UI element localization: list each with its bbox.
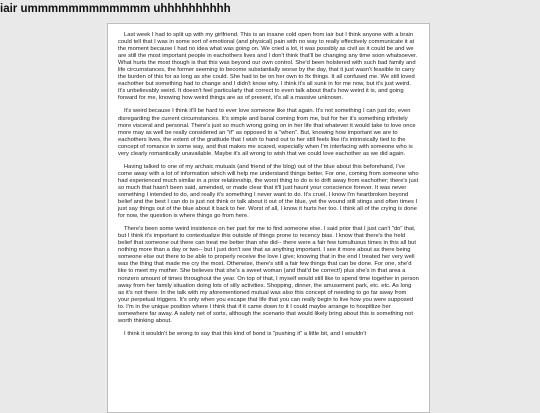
post-paragraph: It's weird because I think it'll be hard to ever love someone like that again. It's not something I can just do, even disregarding the current circumstances. It's simple and banal coming from me, but for her it's something infinitely more visceral and personal. There's just so much wrong going on in her life that whatever it would take to love once more may as well be really considered an "if" as opposed to a "when". But, knowing how important we are to eachothers lives, the extent of the gratitude that I wish to hand out to her still feels like it's intrinsically tied to the concept of romance in some way, and that makes me scared, especially when I'm interfacing with someone who is very clearly romantically unavailable. Maybe it's all wrong to wish that we could love eachother as we did again. xyxy=(118,108,416,157)
post-content xyxy=(107,23,430,413)
post-paragraph: Last week I had to split up with my girlfriend. This is an insane cold open from iair but I think anyone with a brain could tell that I was in some sort of emotional (and physical) pain with no way to really effectively communicate it at the moment because I had no idea what was going on. We cried a lot, it was possibly as civil as it could be and we are still the most important people in eachothers lives and I don't think that'll be changing any time soon whatsoever. What hurts the most though is that this was beyond our own control. She'd been holstered with such bad family and life circumstances, the former seeming to become substantially worse by the day, that it just wasn't feasible to carry the burden of this for as long as she could. She had to be on her own to fix things. It all confused me. We still loved eachother but something had to change and I didn't know why. I think it's all sunk in for me now, but it's just weird. It's unbelievably weird. It doesn't feel particularly that correct to even talk about that's how weird it is, and going forward for me, knowing how weird things are as of present, it's all a massive unknown. xyxy=(118,32,418,102)
post-paragraph: I think it wouldn't be wrong to say that this kind of bond is "pushing it" a little bit, and I wouldn't xyxy=(124,330,367,337)
post-paragraph: Having talked to one of my archaic mutuals (and friend of the blog) out of the blue about this beforehand, I've come away with a lot of information which will help me understand things better. For one, coming from someone who had experienced much similar in a prior relationship, the worst thing to do is to drift away from eachother; there's just so much that hasn't been said, amended, or made clear that it'll just haunt your conscience forever. It was never something I intended to do, and really it's something I never want to do. It's cruel. I know I'm heartbroken beyond belief and the best I can do is just not think or talk about it out of the blue, yet the wound still stings and often times I just say things out of the blue about it back to her. Worst of all, I know it hurts her too. I think all of the crying is done for now, the question is where things go from here. xyxy=(118,163,419,220)
post-paragraph: There's been some weird insistence on her part for me to find someone else. I said prior that I just can't "do" that, but I think it's important to contextualize this outside of things prone to recency bias. I know that there's the held belief that someone out there can treat me better than she did-- there were a fair few tumultuous times in this all but nothing more than a day or two-- but I just don't see that as anything important. I see it more about as there being someone else out there to be able to properly receive the love I give; knowing that in the end I treated her very well was the thing that made me cry the most. Otherwise, there's still a fair few things that can be done. For one, she'd like to meet my mother. She believes that she's a sweet woman (and that'd be correct!) plus she's in that area a nonzero amount of times throughout the year. On top of that, I myself would still like to spend time together in person away from her family situation doing lots of silly activities. Shopping, dinner, the amusement park, etc. etc. As long as it's not there. In the talk with my aforementioned mutual was also this concept of needing to go far away from your perpetual triggers. It's only when you escape that life that you can really begin to live how you were supposed to. I'm in the unique position where I think that if it came down to it I could maybe arrange to hospitlize her somewhere far away. A safety net of sorts, although the scenario that would likely bring about this is something not worth thinking about. xyxy=(118,226,419,324)
page-title: iair ummmmmmmmmmmm uhhhhhhhhhh xyxy=(0,3,231,15)
